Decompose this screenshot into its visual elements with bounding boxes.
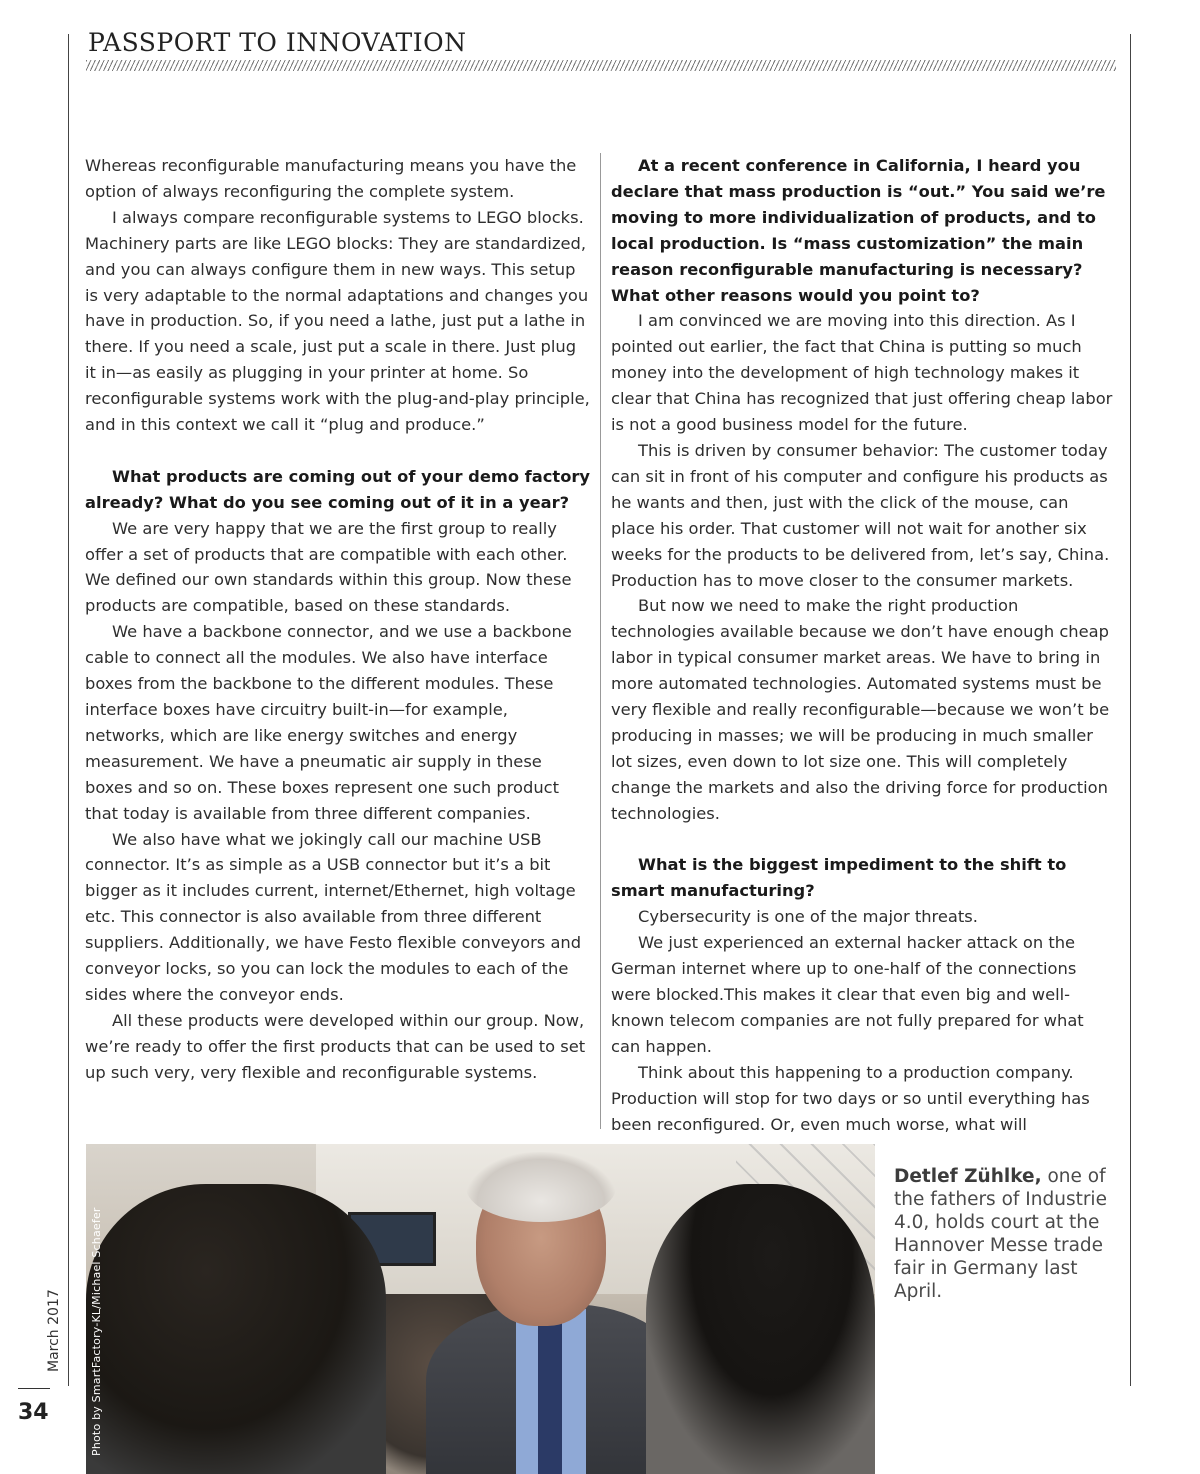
paragraph: All these products were developed within our group. Now, we’re ready to offer the first products that can be used to set up such very, very flexible and reconfigurable systems.: [85, 1010, 586, 1082]
paragraph: Cybersecurity is one of the major threats.: [638, 907, 978, 927]
listener-left: [86, 1184, 386, 1474]
listener-right: [646, 1184, 875, 1474]
left-margin-rule: [68, 34, 69, 1386]
paragraph: We just experienced an external hacker attack on the German internet where up to one-half of the connections were blocked.This makes it clear that even big and well-known telecom companies are not fully prepared for what can happen.: [611, 933, 1084, 1056]
paragraph: We also have what we jokingly call our machine USB connector. It’s as simple as a USB connector but it’s a bit bigger as it includes current, internet/Ethernet, high voltage etc. This connector is also available from three different suppliers. Additionally, we have Festo flexible conveyors and conveyor locks, so you can lock the modules to each of the sides where the conveyor ends.: [85, 829, 582, 1004]
paragraph: We are very happy that we are the first group to really offer a set of products that are compatible with each other. We defined our own standards within this group. Now these products are compatible, based on these standards.: [85, 518, 572, 616]
speaker-hair: [466, 1152, 616, 1222]
right-column: [611, 153, 1117, 1137]
speaker-tie: [538, 1319, 562, 1474]
interview-question: What products are coming out of your demo factory already? What do you see coming out of it in a year?: [85, 466, 591, 512]
photo-credit: Photo by SmartFactory-KL/Michael Schaefer: [90, 1207, 103, 1456]
interview-question: What is the biggest impediment to the shift to smart manufacturing?: [611, 855, 1067, 901]
caption-text: one of the fathers of Industrie 4.0, holds court at the Hannover Messe trade fair in Germany last April.: [894, 1166, 1107, 1302]
footer-rule: [18, 1388, 50, 1389]
paragraph: Whereas reconfigurable manufacturing means you have the option of always reconfiguring the complete system.: [85, 156, 577, 201]
paragraph: I am convinced we are moving into this direction. As I pointed out earlier, the fact that China is putting so much money into the development of high technology makes it clear that China has recognized that just offering cheap labor is not a good business model for the future.: [611, 311, 1113, 435]
caption-name: Detlef Zühlke,: [894, 1166, 1042, 1187]
paragraph: I always compare reconfigurable systems to LEGO blocks. Machinery parts are like LEGO blocks: They are standardized, and you can always configure them in new ways. This setup is very adaptable to the normal adaptations and changes you have in production. So, if you need a lathe, just put a lathe in there. If you need a scale, just put a scale in there. Just plug it in—as easily as plugging in your printer at home. So reconfigurable systems work with the plug-and-play principle, and in this context we call it “plug and produce.”: [85, 207, 590, 435]
paragraph: We have a backbone connector, and we use a backbone cable to connect all the modules. We also have interface boxes from the backbone to the different modules. These interface boxes have circuitry built-in—for example, networks, which are like energy switches and energy measurement. We have a pneumatic air supply in these boxes and so on. These boxes represent one such product that today is available from three different companies.: [85, 622, 572, 823]
issue-date: March 2017: [46, 1289, 62, 1372]
paragraph: This is driven by consumer behavior: The customer today can sit in front of his computer and configure his products as he wants and then, just with the click of the mouse, can place his order. That customer will not wait for another six weeks for the products to be delivered from, let’s say, China. Production has to move closer to the consumer markets.: [611, 440, 1110, 590]
header-hatch-divider: [86, 60, 1116, 71]
event-photo: [86, 1144, 875, 1474]
paragraph: But now we need to make the right production technologies available because we don’t have enough cheap labor in typical consumer market areas. We have to bring in more automated technologies. Automated systems must be very flexible and really reconfigurable—because we won’t be producing in masses; we will be producing in much smaller lot sizes, even down to lot size one. This will completely change the markets and also the driving force for production technologies.: [611, 596, 1110, 823]
section-title: PASSPORT TO INNOVATION: [88, 28, 467, 57]
right-margin-rule: [1130, 34, 1131, 1386]
paragraph: Think about this happening to a production company. Production will stop for two days or so until everything has been reconfigured. Or, even much worse, what will: [611, 1062, 1090, 1134]
page-number: 34: [18, 1400, 49, 1425]
left-column: [85, 153, 591, 1086]
interview-question: At a recent conference in California, I heard you declare that mass production is “out.” You said we’re moving to more individualization of products, and to local production. Is “mass customization” the main reason reconfigurable manufacturing is necessary? What other reasons would you point to?: [611, 156, 1106, 305]
photo-caption: [894, 1165, 1122, 1303]
column-divider: [600, 153, 601, 1129]
